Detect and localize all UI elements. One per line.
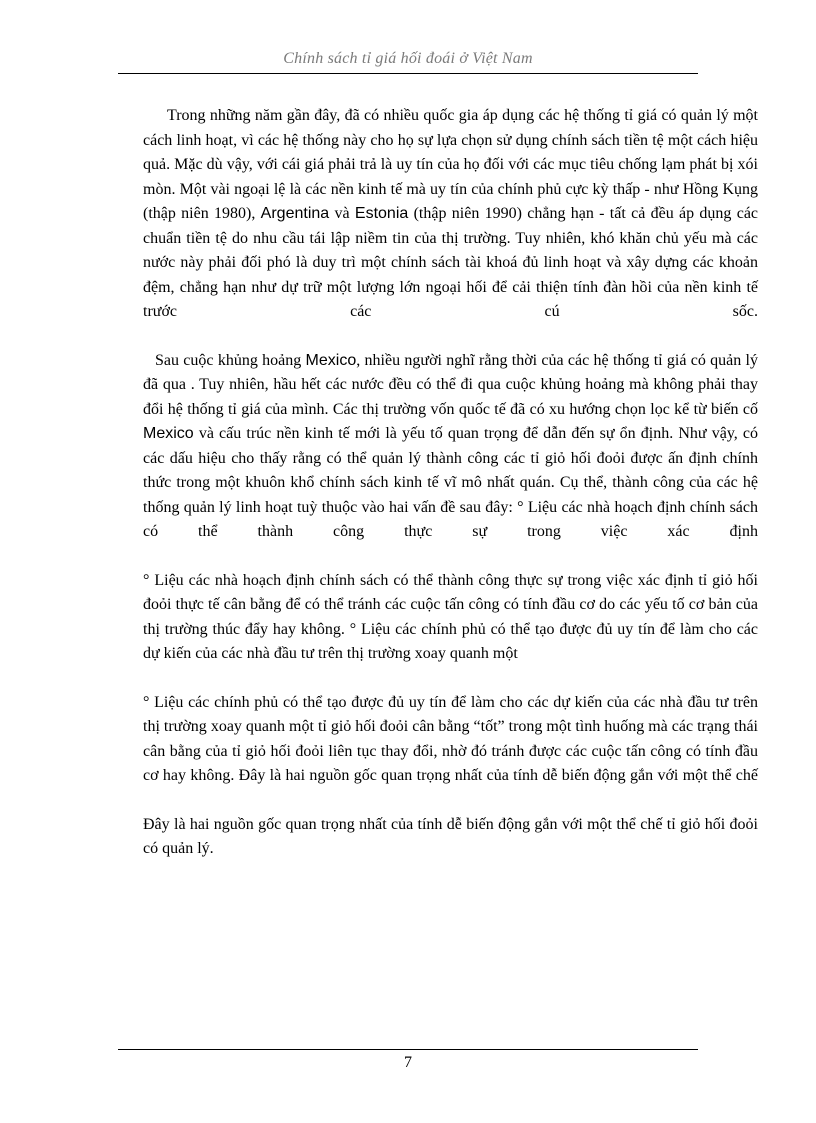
page-header-title: Chính sách tỉ giá hối đoái ở Việt Nam [283,50,533,67]
document-body [143,104,758,862]
paragraph-1 [143,104,758,325]
header-divider [118,73,698,74]
paragraph-2-part-a: Sau cuộc khủng hoảng [155,351,302,369]
paragraph-1-part-a: Trong những năm gần đây, đã có nhiều quốc gia áp dụng các hệ thống tỉ giá có quản lý một cách linh hoạt, vì các hệ thống này cho họ sự lựa chọn sử dụng chính sách tiền tệ một cách hiệu quả. Mặc dù vậy, với cái giá phải trả là uy tín của họ đối với các mục tiêu chống lạm phát bị xói mòn. Một vài ngoại lệ là các nền kinh tế mà uy tín của chính phủ cực kỳ thấp - như Hồng Kụng (thập niên 1980), [143,107,758,222]
paragraph-1-part-b: và [334,205,350,222]
paragraph-1-part-c: (thập niên 1990) chẳng hạn - tất cả đều áp dụng các chuẩn tiền tệ do nhu cầu tái lập niềm tin của thị trường. Tuy nhiên, khó khăn chủ yếu mà các nước này phải đối phó là duy trì một chính sách tài khoá đủ linh hoạt và xây dựng các khoản đệm, chẳng hạn như dự trữ một lượng lớn ngoại hối để cải thiện tính đàn hồi của nền kinh tế trước các cú sốc. [143,205,759,320]
paragraph-3: ° Liệu các nhà hoạch định chính sách có thể thành công thực sự trong việc xác định tỉ giỏ hối đoỏi thực tế cân bằng để có thể tránh các cuộc tấn công có tính đầu cơ do các yếu tố cơ bản của thị trường thúc đẩy hay không. ° Liệu các chính phủ có thể tạo được đủ uy tín để làm cho các dự kiến của các nhà đầu tư trên thị trường xoay quanh một [143,571,758,662]
country-name-mexico: Mexico [305,351,357,369]
country-name-argentina: Argentina [260,205,330,222]
country-name-mexico: Mexico [143,425,194,442]
paragraph-2-part-c: và cấu trúc nền kinh tế mới là yếu tố quan trọng để dẫn đến sự ổn định. Như vậy, có các dấu hiệu cho thấy rằng có thể quản lý thành công các tỉ giỏ hối đoỏi được ấn định chính thức trong một khuôn khổ chính sách kinh tế vĩ mô nhất quán. Cụ thể, thành công của các hệ thống quản lý linh hoạt tuỳ thuộc vào hai vấn đề sau đây: ° Liệu các nhà hoạch định chính sách có thể thành công thực sự trong việc xác định [143,425,759,540]
footer-divider [118,1049,698,1050]
paragraph-4: ° Liệu các chính phủ có thể tạo được đủ uy tín để làm cho các dự kiến của các nhà đầu tư trên thị trường xoay quanh một tỉ giỏ hối đoỏi cân bằng “tốt” trong một tình huống mà các trạng thái cân bằng của tỉ giỏ hối đoỏi liên tục thay đổi, nhờ đó tránh được các cuộc tấn công có tính đầu cơ hay không. Đây là hai nguồn gốc quan trọng nhất của tính dễ biến động gắn với một thể chế [143,693,758,784]
paragraph-2 [143,349,758,545]
paragraph-5: Đây là hai nguồn gốc quan trọng nhất của tính dễ biến động gắn với một thể chế tỉ giỏ hối đoỏi có quản lý. [143,815,758,857]
country-name-estonia: Estonia [354,205,409,222]
paragraph-2-part-b: , nhiều người nghĩ rằng thời của các hệ thống tỉ giá có quản lý đã qua . Tuy nhiên, hầu hết các nước đều có thể đi qua cuộc khủng hoảng mà không phải thay đổi hệ thống tỉ giá của mình. Các thị trường vốn quốc tế đã có xu hướng chọn lọc kể từ biến cố [143,351,759,418]
page-number: 7 [404,1054,412,1071]
